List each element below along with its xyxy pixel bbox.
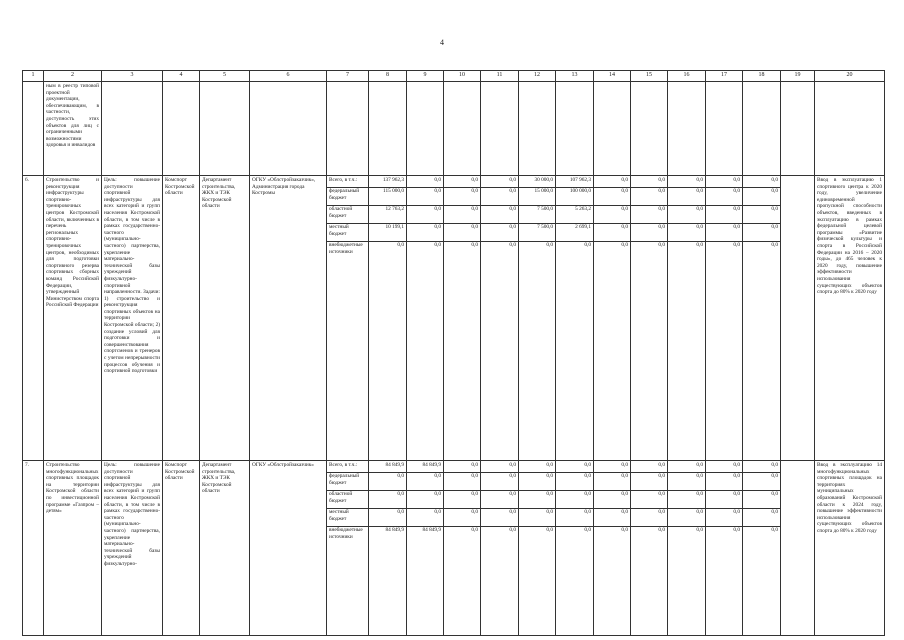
value: 137 962,3: [369, 177, 406, 188]
value-cell: [407, 176, 444, 461]
value-cell: [556, 176, 594, 461]
value: 0,0: [658, 242, 665, 248]
value: 0,0: [668, 491, 705, 509]
value: 0,0: [706, 188, 742, 206]
value-cell: [481, 176, 519, 461]
value: 0,0: [594, 206, 630, 224]
value: 0,0: [706, 177, 742, 188]
source-label: Всего, в т.ч.:: [327, 462, 368, 473]
row-number: 7.: [23, 461, 44, 636]
value: 0,0: [556, 509, 593, 527]
empty-cell: [781, 176, 815, 461]
value: 0,0: [743, 206, 780, 224]
value: 0,0: [519, 491, 555, 509]
value: 0,0: [696, 527, 703, 533]
value: 100 000,0: [556, 188, 593, 206]
value: 0,0: [481, 224, 518, 242]
value: 0,0: [481, 188, 518, 206]
header-col-9: 9: [407, 71, 444, 82]
value-cell: [594, 461, 631, 636]
value: 0,0: [397, 242, 404, 248]
value: 0,0: [444, 206, 480, 224]
header-col-18: 18: [743, 71, 781, 82]
header-col-13: 13: [556, 71, 594, 82]
value: 0,0: [668, 473, 705, 491]
value: 0,0: [668, 206, 705, 224]
customer-cell: Комспорт Костромской области: [163, 461, 200, 636]
value: 0,0: [631, 177, 667, 188]
value: 0,0: [594, 473, 630, 491]
event-name: Строительство многофункциональных спортивных площадок на территории Костромской области по инвестиционной программе «Газпром – детям»: [44, 461, 102, 636]
value: 0,0: [407, 509, 443, 527]
source-label: местный бюджет: [327, 509, 368, 527]
value-cell: [444, 461, 481, 636]
source-label: федеральный бюджет: [327, 188, 368, 206]
value: 0,0: [407, 206, 443, 224]
value: 0,0: [509, 242, 516, 248]
value: 0,0: [706, 509, 742, 527]
value: 0,0: [444, 509, 480, 527]
value: 84 849,9: [385, 527, 404, 533]
value: 0,0: [706, 473, 742, 491]
value: 0,0: [668, 188, 705, 206]
header-col-7: 7: [327, 71, 369, 82]
value-cell: [519, 176, 556, 461]
value: 0,0: [444, 177, 480, 188]
value: 0,0: [407, 473, 443, 491]
value: 10 199,1: [369, 224, 406, 242]
header-row: [23, 71, 885, 82]
header-col-4: 4: [163, 71, 200, 82]
value: 0,0: [481, 462, 518, 473]
value: 0,0: [556, 462, 593, 473]
value: 0,0: [594, 509, 630, 527]
value-cell: [369, 461, 407, 636]
value-cell: [706, 176, 743, 461]
value: 0,0: [369, 473, 406, 491]
value: 0,0: [444, 188, 480, 206]
value: 0,0: [743, 473, 780, 491]
participants-cell: ОГКУ «Облстройзаказчик», Администрация города Костромы: [250, 176, 327, 461]
value: 0,0: [668, 177, 705, 188]
empty-cell: [781, 461, 815, 636]
goal-cell: Цель: повышение доступности спортивной инфраструктуры для всех категорий и групп населения Костромской области, в том числе в рамках государственно-частного (муниципально-частного) партнерства, укрепление материально-технической базы учреждений физкультурно-спортивной направленности. Задачи: 1) строительство и реконструкция спортивных объектов на территории Костромской области; 2) создание условий для подготовки и совершенствования спортсменов и тренеров с учетом непрерывности процессов обучения и спортивной подготовки: [102, 176, 163, 461]
value: 0,0: [481, 177, 518, 188]
value: 0,0: [658, 527, 665, 533]
table-row: [23, 176, 885, 461]
value-cell: [668, 461, 706, 636]
source-label: федеральный бюджет: [327, 473, 368, 491]
value-cell: [519, 461, 556, 636]
value: 0,0: [743, 177, 780, 188]
value: 0,0: [481, 473, 518, 491]
result-cell: Ввод в эксплуатацию 1 спортивного центра к 2020 году, увеличение единовременной пропускной способности объектов, введенных в эксплуатацию в рамках федеральной целевой программы «Развитие физической культуры и спорта в Российской Федерации на 2016 – 2020 годы», до 465 человек к 2020 году, повышение эффективности использования существующих объектов спорта до 80% к 2020 году: [815, 176, 885, 461]
value: 0,0: [743, 188, 780, 206]
header-col-15: 15: [631, 71, 668, 82]
value: 0,0: [594, 177, 630, 188]
value-cell: [594, 176, 631, 461]
value: 0,0: [706, 462, 742, 473]
value: 0,0: [743, 224, 780, 242]
header-col-8: 8: [369, 71, 407, 82]
value-cell: [668, 176, 706, 461]
value: 5 263,2: [556, 206, 593, 224]
value-cell: [369, 176, 407, 461]
value: 0,0: [407, 491, 443, 509]
value: 0,0: [434, 242, 441, 248]
header-col-6: 6: [250, 71, 327, 82]
customer-cell: Комспорт Костромской области: [163, 176, 200, 461]
value: 0,0: [631, 462, 667, 473]
value: 12 763,2: [369, 206, 406, 224]
value: 0,0: [471, 527, 478, 533]
value: 30 000,0: [519, 177, 555, 188]
value-cell: [481, 461, 519, 636]
value: 84 849,9: [422, 527, 441, 533]
value: 0,0: [584, 527, 591, 533]
source-label: областной бюджет: [327, 206, 368, 224]
source-label: внебюджетные источники: [329, 527, 363, 540]
page-number: 4: [440, 38, 444, 47]
table-row: [23, 461, 885, 636]
header-col-10: 10: [444, 71, 481, 82]
value: 7 500,0: [519, 206, 555, 224]
row-name-cell: ным в реестр типовой проектной документации, обеспечивающим, в частности, доступность этих объектов для лиц с ограниченными возможностями здоровья и инвалидов: [44, 82, 102, 176]
result-cell: Ввод в эксплуатацию 14 многофункциональных спортивных площадок на территориях муниципальных образований Костромской области к 2024 году, повышение эффективности использования существующих объектов спорта до 80% к 2020 году: [815, 461, 885, 636]
value: 0,0: [556, 473, 593, 491]
value: 0,0: [584, 242, 591, 248]
value-cell: [706, 461, 743, 636]
value: 0,0: [696, 242, 703, 248]
value: 0,0: [706, 206, 742, 224]
value: 0,0: [743, 491, 780, 509]
value: 0,0: [668, 509, 705, 527]
header-col-11: 11: [481, 71, 519, 82]
value: 0,0: [706, 224, 742, 242]
header-col-14: 14: [594, 71, 631, 82]
value-cell: [631, 461, 668, 636]
value: 0,0: [519, 473, 555, 491]
value: 115 000,0: [369, 188, 406, 206]
value: 0,0: [621, 242, 628, 248]
value: 84 849,9: [407, 462, 443, 473]
value: 0,0: [706, 491, 742, 509]
value: 0,0: [444, 491, 480, 509]
header-col-1: 1: [23, 71, 44, 82]
value: 0,0: [471, 242, 478, 248]
row-number: 6.: [23, 176, 44, 461]
value-cell: [743, 461, 781, 636]
header-col-19: 19: [781, 71, 815, 82]
value: 0,0: [631, 509, 667, 527]
value-cell: [743, 176, 781, 461]
header-col-12: 12: [519, 71, 556, 82]
value: 0,0: [743, 462, 780, 473]
value: 0,0: [733, 242, 740, 248]
value: 0,0: [631, 473, 667, 491]
source-label: Всего, в т.ч.:: [327, 177, 368, 188]
value: 7 500,0: [519, 224, 555, 242]
goal-cell: Цель: повышение доступности спортивной инфраструктуры для всех категорий и групп населения Костромской области, в том числе в рамках государственно-частного (муниципально-частного) партнерства, укрепление материально-технической базы учреждений физкультурно-: [102, 461, 163, 636]
value: 0,0: [481, 491, 518, 509]
value: 0,0: [631, 491, 667, 509]
value: 0,0: [444, 224, 480, 242]
value: 0,0: [733, 527, 740, 533]
value: 0,0: [407, 177, 443, 188]
value-cell: [407, 461, 444, 636]
value: 0,0: [444, 462, 480, 473]
header-col-17: 17: [706, 71, 743, 82]
value-cell: [556, 461, 594, 636]
value: 0,0: [369, 491, 406, 509]
value: 0,0: [481, 509, 518, 527]
value: 0,0: [594, 491, 630, 509]
value: 107 962,3: [556, 177, 593, 188]
value: 0,0: [546, 527, 553, 533]
header-col-3: 3: [102, 71, 163, 82]
value: 0,0: [594, 188, 630, 206]
value: 0,0: [556, 491, 593, 509]
value: 0,0: [668, 224, 705, 242]
executor-cell: Департамент строительства, ЖКХ и ТЭК Костромской области: [200, 176, 250, 461]
value: 0,0: [594, 462, 630, 473]
value: 0,0: [631, 206, 667, 224]
source-label: внебюджетные источники: [329, 242, 363, 255]
value: 0,0: [444, 473, 480, 491]
source-label: местный бюджет: [327, 224, 368, 242]
sources-cell: [327, 461, 369, 636]
value: 0,0: [407, 188, 443, 206]
header-col-2: 2: [44, 71, 102, 82]
sources-cell: [327, 176, 369, 461]
cell: [23, 82, 44, 176]
value-cell: [444, 176, 481, 461]
participants-cell: ОГКУ «Облстройзаказчик»: [250, 461, 327, 636]
value: 84 849,9: [369, 462, 406, 473]
value: 0,0: [621, 527, 628, 533]
value: 0,0: [743, 509, 780, 527]
continuation-row: [23, 82, 885, 176]
value: 0,0: [631, 224, 667, 242]
header-col-16: 16: [668, 71, 706, 82]
executor-cell: Департамент строительства, ЖКХ и ТЭК Костромской области: [200, 461, 250, 636]
value: 0,0: [519, 462, 555, 473]
source-label: областной бюджет: [327, 491, 368, 509]
value: 0,0: [481, 206, 518, 224]
header-col-20: 20: [815, 71, 885, 82]
value: 0,0: [509, 527, 516, 533]
value: 0,0: [668, 462, 705, 473]
value: 0,0: [519, 509, 555, 527]
value: 0,0: [546, 242, 553, 248]
value-cell: [631, 176, 668, 461]
value: 0,0: [771, 527, 778, 533]
value: 0,0: [407, 224, 443, 242]
value: 0,0: [631, 188, 667, 206]
value: 15 000,0: [519, 188, 555, 206]
event-name: Строительство и реконструкция инфраструктуры спортивно-тренировочных центров Костромской области, включенных в перечень региональных спортивно-тренировочных центров, необходимых для подготовки спортивного резерва спортивных сборных команд Российской Федерации, утвержденный Министерством спорта Российской Федерации: [44, 176, 102, 461]
value: 0,0: [369, 509, 406, 527]
header-col-5: 5: [200, 71, 250, 82]
program-table: [22, 70, 885, 636]
value: 2 699,1: [556, 224, 593, 242]
value: 0,0: [594, 224, 630, 242]
value: 0,0: [771, 242, 778, 248]
